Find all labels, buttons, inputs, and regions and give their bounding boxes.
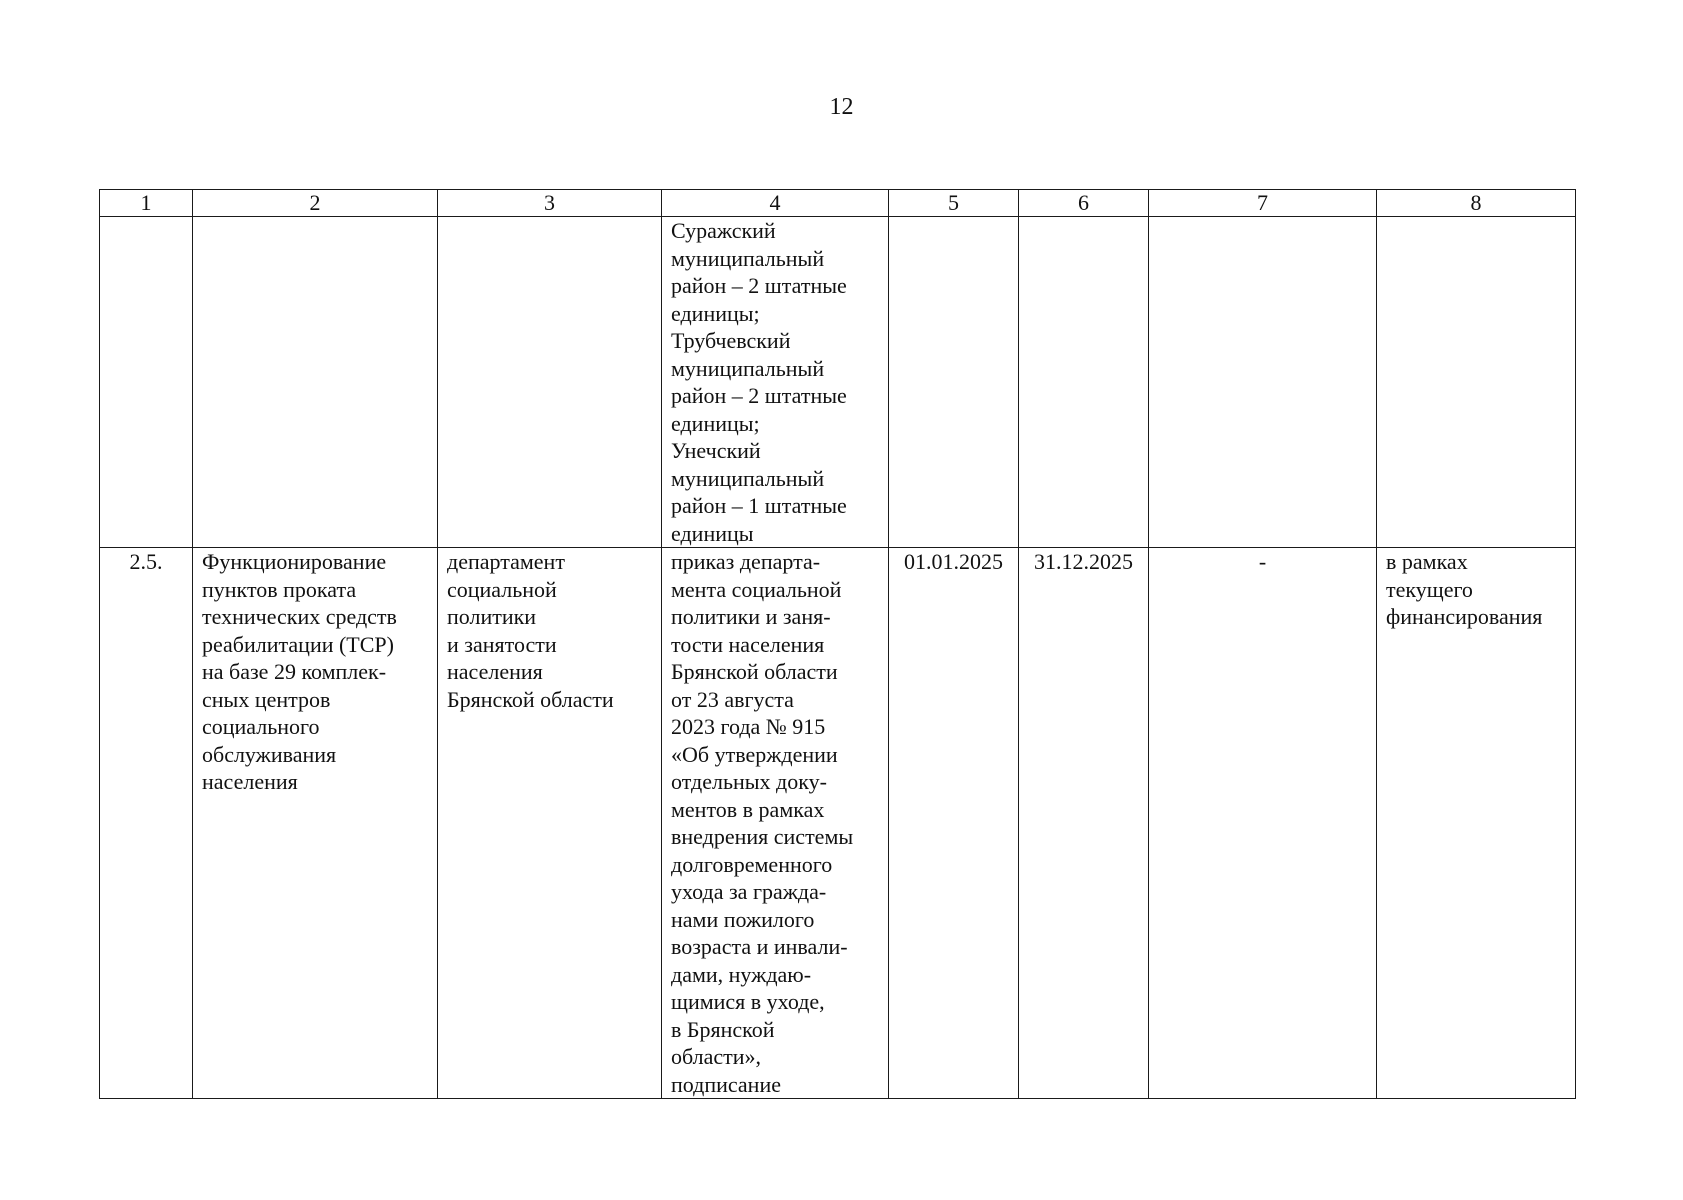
row-number-cell: 2.5.	[100, 548, 193, 1099]
start-date-cell	[889, 217, 1019, 548]
column-header-6: 6	[1019, 190, 1149, 217]
column-header-8: 8	[1377, 190, 1576, 217]
column-header-3: 3	[438, 190, 662, 217]
column-header-7: 7	[1149, 190, 1377, 217]
document-cell: приказ департа- мента социальной политики и заня- тости населения Брянской области от 23 августа 2023 года № 915 «Об утверждении отдельных доку- ментов в рамках внедрения системы долговременного ухода за гражда- нами пожилого возраста и инвали- дами, нуждаю- щимися в уходе, в Брянской области», подписание	[662, 548, 889, 1099]
financing-cell: в рамках текущего финансирования	[1377, 548, 1576, 1099]
start-date-cell: 01.01.2025	[889, 548, 1019, 1099]
event-cell: Функционирование пунктов проката технических средств реабилитации (ТСР) на базе 29 комплек- сных центров социального обслуживания населения	[193, 548, 438, 1099]
column-header-5: 5	[889, 190, 1019, 217]
document-cell: Суражский муниципальный район – 2 штатные единицы; Трубчевский муниципальный район – 2 штатные единицы; Унечский муниципальный район – 1 штатные единицы	[662, 217, 889, 548]
row-number-cell	[100, 217, 193, 548]
column-header-1: 1	[100, 190, 193, 217]
header-row	[100, 190, 1576, 217]
plan-table	[99, 189, 1576, 1099]
responsible-cell: департамент социальной политики и занятости населения Брянской области	[438, 548, 662, 1099]
page-number: 12	[829, 94, 854, 120]
column-header-2: 2	[193, 190, 438, 217]
event-cell	[193, 217, 438, 548]
end-date-cell: 31.12.2025	[1019, 548, 1149, 1099]
financing-cell	[1377, 217, 1576, 548]
table-row	[100, 217, 1576, 548]
responsible-cell	[438, 217, 662, 548]
column-header-4: 4	[662, 190, 889, 217]
table-row	[100, 548, 1576, 1099]
column-7-cell: -	[1149, 548, 1377, 1099]
end-date-cell	[1019, 217, 1149, 548]
column-7-cell	[1149, 217, 1377, 548]
